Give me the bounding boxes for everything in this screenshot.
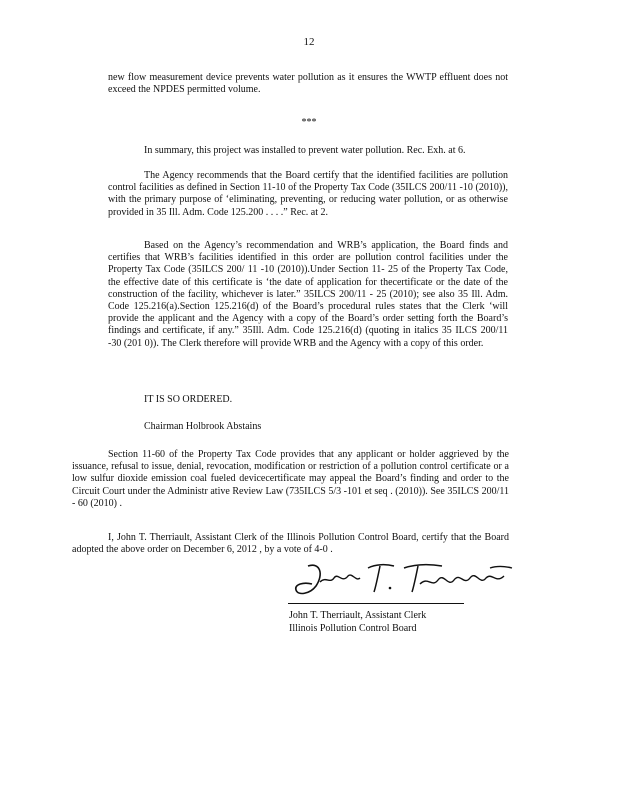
- signature-block: [289, 610, 426, 635]
- abstention-note: Chairman Holbrook Abstains: [144, 421, 262, 432]
- section-separator: ***: [301, 117, 317, 128]
- paragraph-board-finds: Based on the Agency’s recommendation and WRB’s application, the Board finds and certifies that WRB’s facilities identified in this order are pollution control facilities under the Property Tax Code (35ILCS 200/ 11 -10 (2010)).Under Section 11- 25 of the Property Tax Code, the effective date of this certificate is ‘the date of application for thecertificate or the date of the construction of the facility, whichever is later.” 35ILCS 200/11 - 25 (2010); see also 35 Ill. Adm. Code 125.216(a).Section 125.216(d) of the Board’s procedural rules states that the Clerk ‘will provide the applicant and the Agency with a copy of the Board’s order setting forth the Board’s findings and certificate, if any.” 35Ill. Adm. Code 125.216(d) (quoting in italics 35 ILCS 200/11 -30 (201 0)). The Clerk therefore will provide WRB and the Agency with a copy of this order.: [108, 240, 508, 349]
- ordered-statement: IT IS SO ORDERED.: [144, 394, 233, 405]
- paragraph-clerk-certification: I, John T. Therriault, Assistant Clerk of the Illinois Pollution Control Board, certify that the Board adopted the above order on December 6, 2012 , by a vote of 4-0 .: [72, 532, 509, 556]
- paragraph-appeal-rights: Section 11-60 of the Property Tax Code provides that any applicant or holder aggrieved by the issuance, refusal to issue, denial, revocation, modification or restriction of a pollution control certificate or a low sulfur dioxide emission coal fueled devicecertificate may appeal the Board’s finding and order to the Circuit Court under the Administr ative Review Law (735ILCS 5/3 -101 et seq . (2010)). See 35ILCS 200/11 - 60 (2010) .: [72, 449, 509, 509]
- paragraph-summary: In summary, this project was installed to prevent water pollution. Rec. Exh. at 6.: [144, 145, 466, 156]
- paragraph-flow-device: new flow measurement device prevents water pollution as it ensures the WWTP effluent does not exceed the NPDES permitted volume.: [108, 72, 508, 96]
- signatory-title: John T. Therriault, Assistant Clerk: [289, 610, 427, 621]
- paragraph-agency-recommends: The Agency recommends that the Board certify that the identified facilities are pollution control facilities as defined in Section 11-10 of the Property Tax Code (35ILCS 200/11 -10 (2010)), with the primary purpose of ‘eliminating, preventing, or reducing water pollution, or as otherwise provided in 35 Ill. Adm. Code 125.200 . . . .” Rec. at 2.: [108, 170, 508, 218]
- page-number: 12: [303, 36, 315, 48]
- handwritten-signature: [290, 560, 530, 600]
- signature-line: [288, 603, 464, 604]
- signatory-organization: Illinois Pollution Control Board: [289, 622, 417, 634]
